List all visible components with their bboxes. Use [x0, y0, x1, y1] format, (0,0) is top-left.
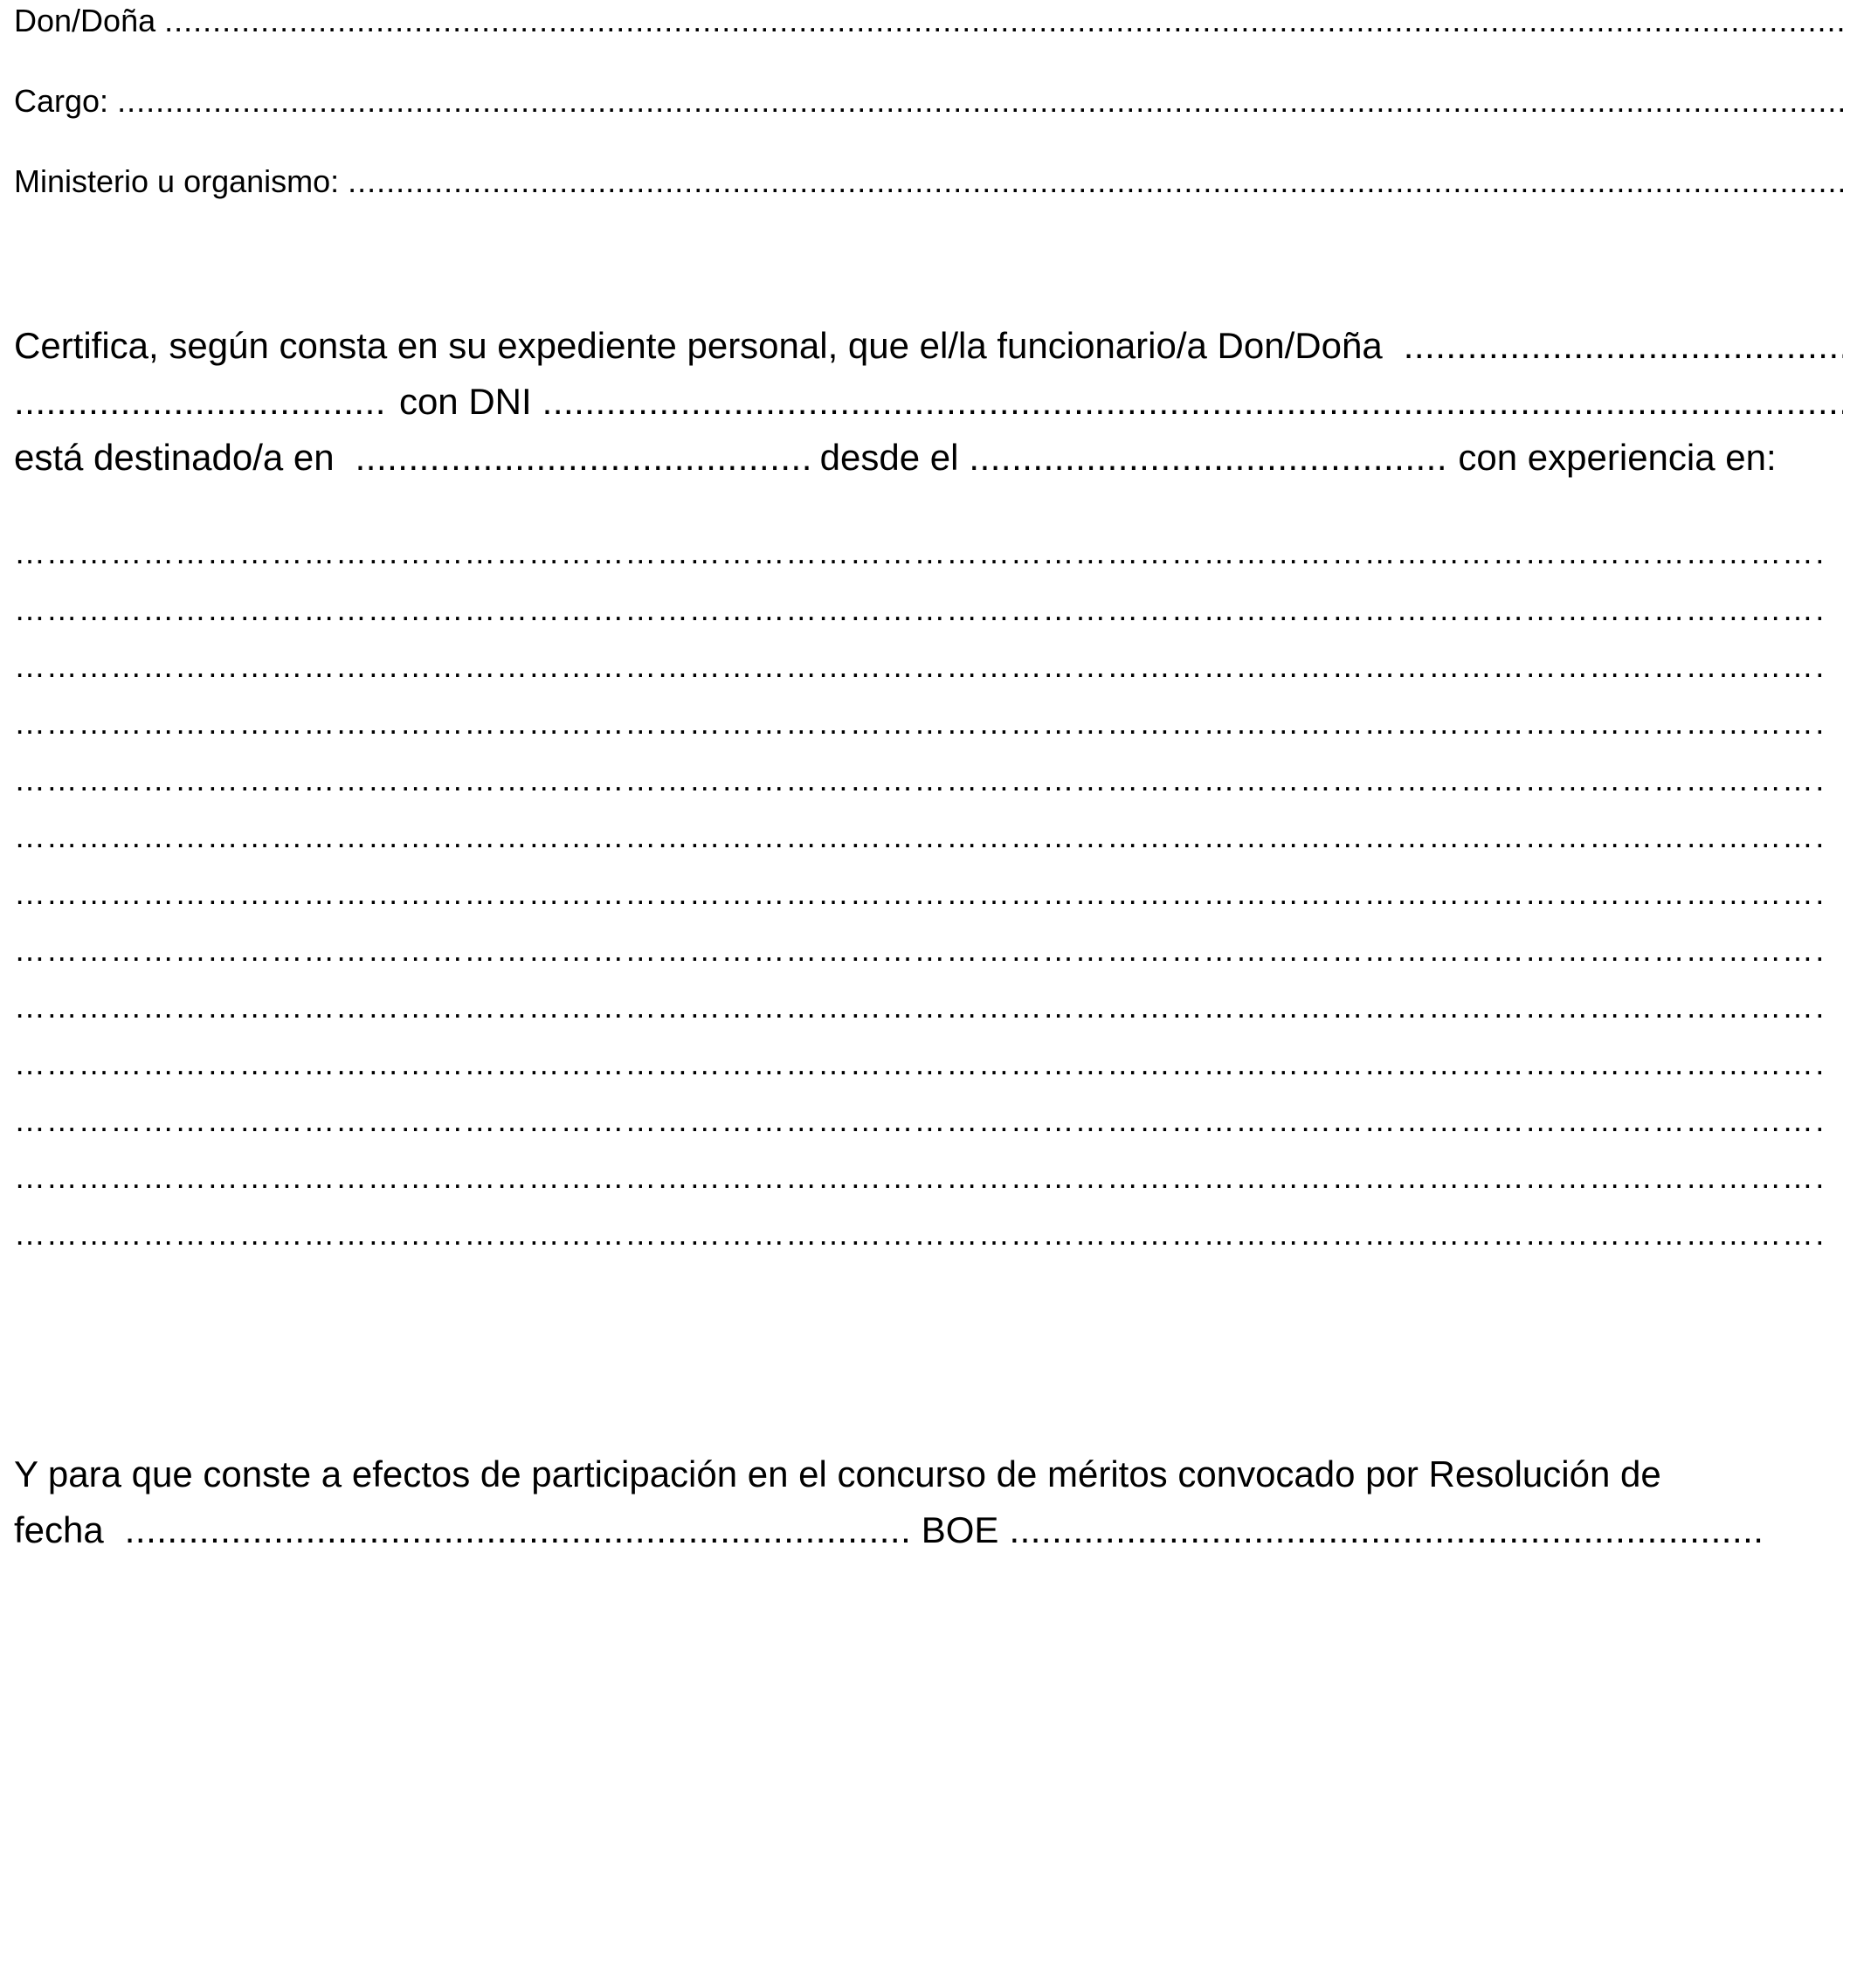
position-field[interactable] [14, 82, 1843, 121]
certification-row-1 [14, 318, 1843, 374]
experience-line[interactable] [14, 751, 1827, 808]
experience-lines [14, 524, 1827, 1262]
closing-row-1 [14, 1446, 1778, 1502]
dni-blank[interactable] [542, 374, 1843, 430]
assigned-blank[interactable] [356, 430, 810, 486]
experience-line[interactable] [14, 865, 1827, 922]
experience-line[interactable] [14, 524, 1827, 581]
certification-row-2 [14, 374, 1843, 430]
experience-line[interactable] [14, 978, 1827, 1035]
certification-row-3 [14, 430, 1843, 486]
name-label: Don/Doña [14, 3, 156, 38]
experience-label: con experiencia en: [1458, 437, 1777, 478]
ministry-field[interactable] [14, 162, 1843, 201]
closing-paragraph [14, 1446, 1778, 1558]
closing-row-2 [14, 1502, 1778, 1558]
date-blank[interactable] [125, 1502, 911, 1558]
experience-line[interactable] [14, 1092, 1827, 1149]
experience-line[interactable] [14, 581, 1827, 638]
certification-intro: Certifica, según consta en su expediente personal, que el/la funcionario/a Don/Doña [14, 325, 1383, 366]
closing-text: Y para que conste a efectos de participación en el concurso de méritos convocado por Resolución de [14, 1453, 1661, 1494]
since-blank[interactable] [969, 430, 1447, 486]
since-label: desde el [819, 437, 959, 478]
experience-line[interactable] [14, 808, 1827, 865]
boe-blank[interactable] [1009, 1502, 1767, 1558]
date-label: fecha [14, 1509, 104, 1550]
experience-line[interactable] [14, 1035, 1827, 1092]
ministry-blank[interactable] [348, 162, 1843, 201]
dni-label: con DNI [398, 381, 532, 422]
position-blank[interactable] [117, 82, 1843, 121]
experience-line[interactable] [14, 922, 1827, 978]
ministry-label: Ministerio u organismo: [14, 163, 340, 199]
experience-line[interactable] [14, 1205, 1827, 1262]
name-blank[interactable] [164, 2, 1843, 40]
experience-line[interactable] [14, 638, 1827, 694]
position-label: Cargo: [14, 83, 109, 119]
name-field[interactable] [14, 2, 1843, 40]
experience-line[interactable] [14, 1149, 1827, 1205]
experience-line[interactable] [14, 694, 1827, 751]
certification-paragraph [14, 318, 1843, 486]
boe-label: BOE [921, 1509, 999, 1550]
assigned-label: está destinado/a en [14, 437, 335, 478]
official-name-blank[interactable] [1404, 318, 1843, 374]
official-name-continued-blank[interactable] [14, 374, 389, 430]
